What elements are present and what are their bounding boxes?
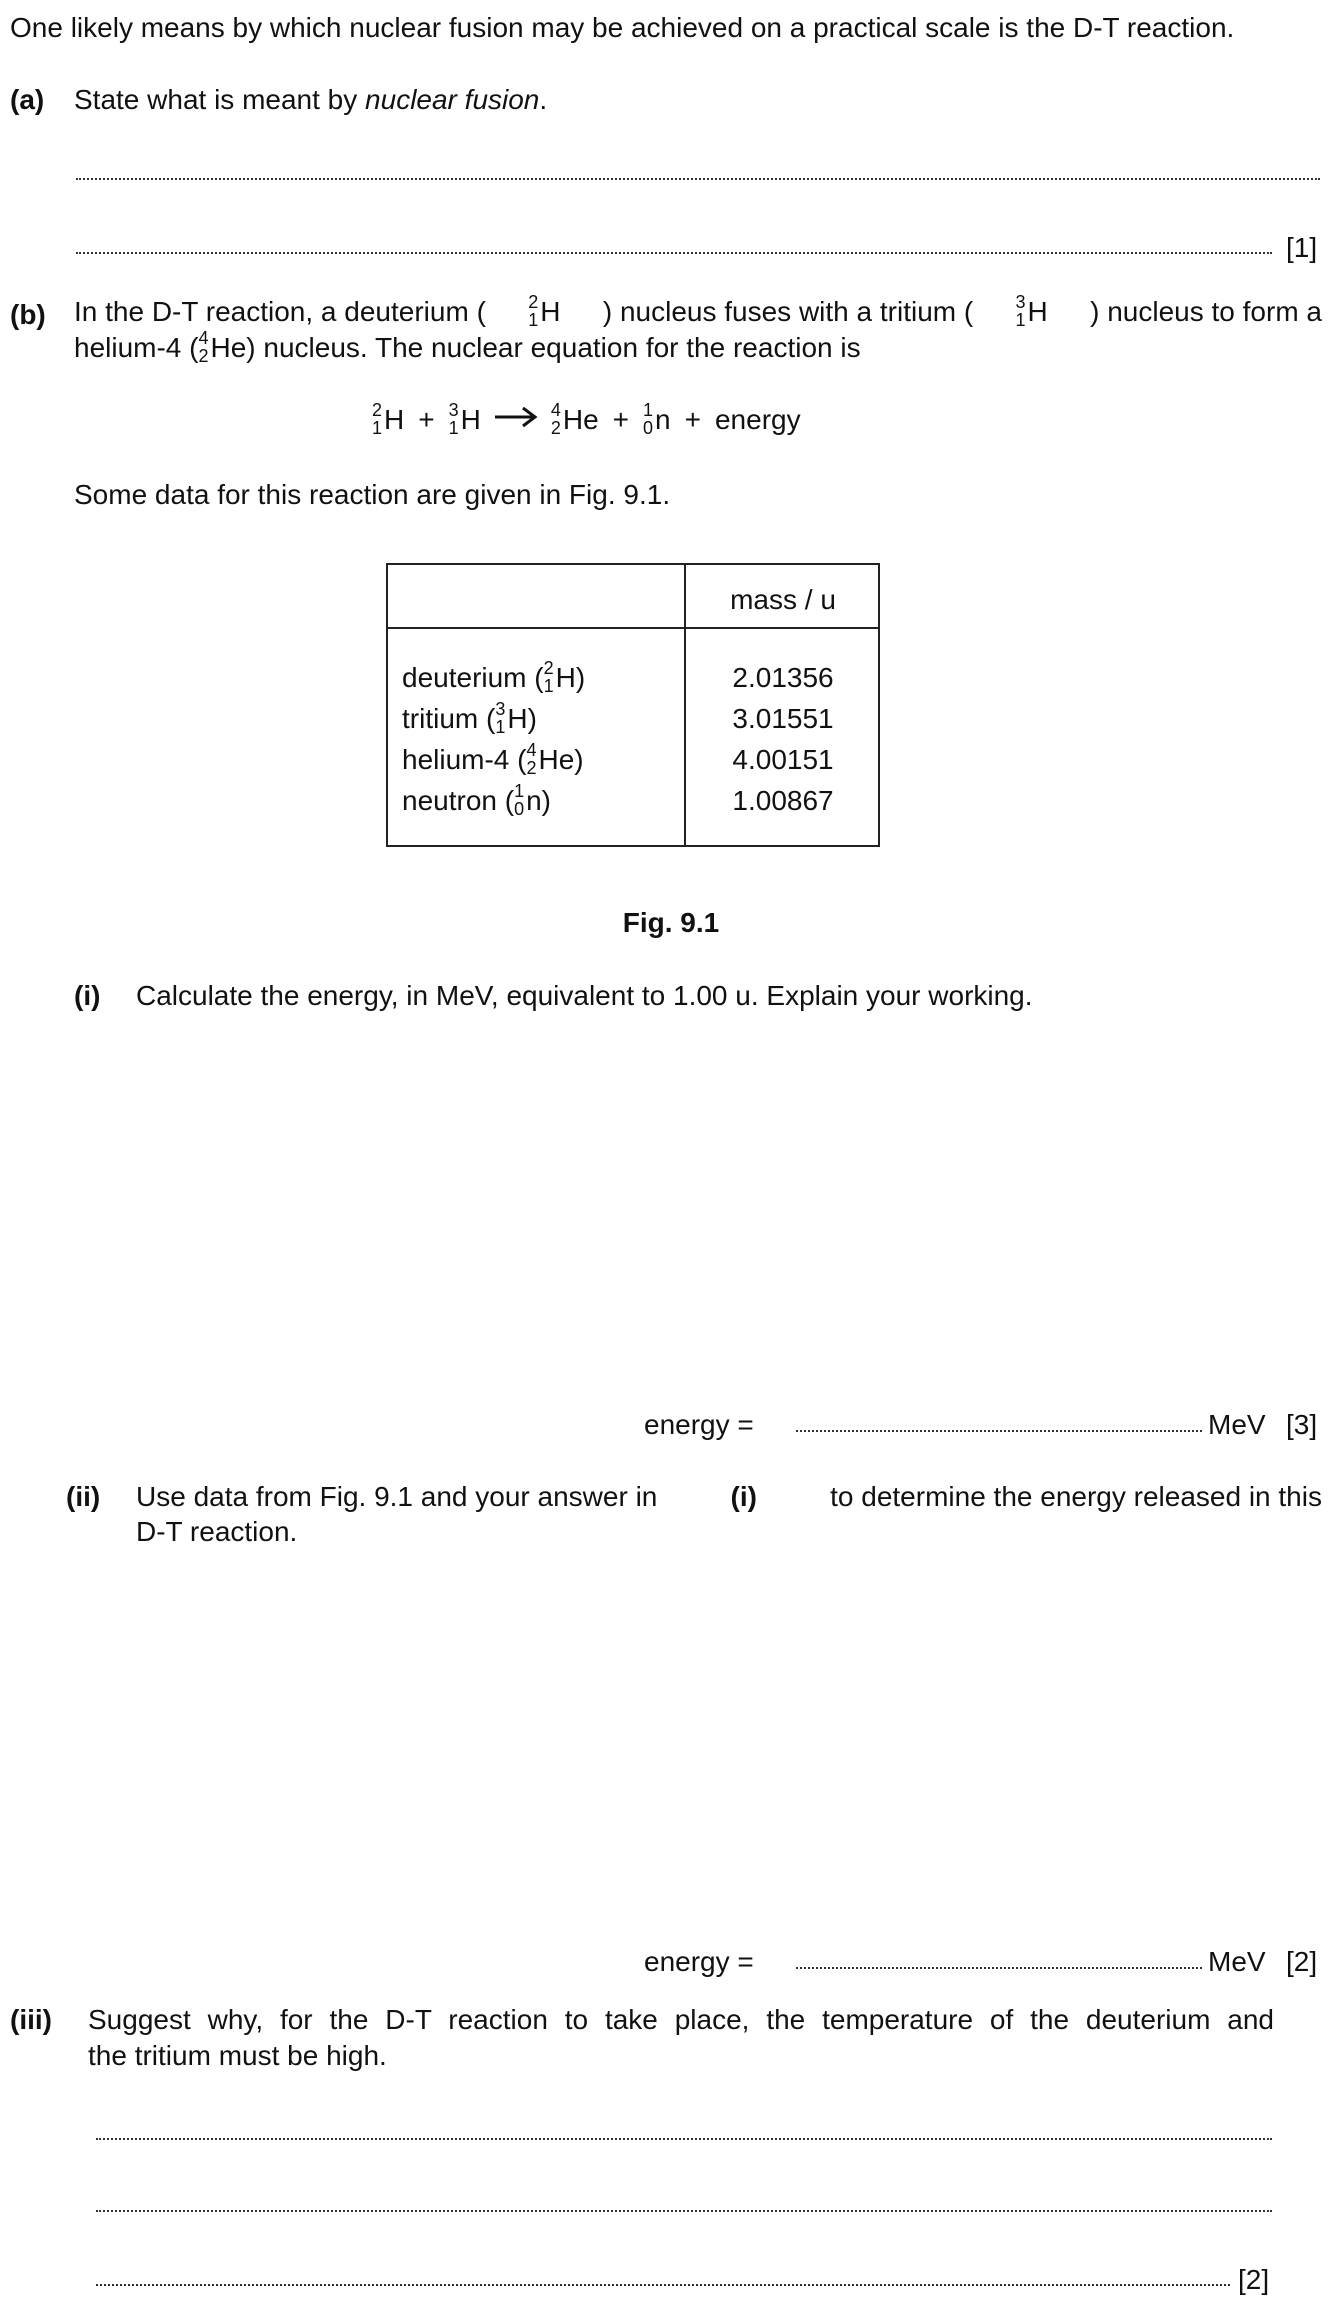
part-a-question bbox=[74, 82, 547, 117]
part-b-text-3: ) nucleus to form a bbox=[1090, 296, 1322, 327]
part-a-answer-line-1[interactable] bbox=[76, 178, 1320, 180]
mass-number: 1 bbox=[643, 400, 654, 421]
part-a-mark: [1] bbox=[1286, 232, 1318, 263]
row-symbol bbox=[514, 783, 542, 817]
part-b-label: (b) bbox=[10, 299, 46, 330]
atomic-number: 1 bbox=[372, 417, 383, 438]
part-i-answer-line[interactable] bbox=[796, 1430, 1202, 1432]
part-iii-label: (iii) bbox=[10, 2004, 52, 2035]
row-close: ) bbox=[575, 662, 586, 693]
part-ii-text-c: to determine the energy released in this bbox=[830, 1481, 1322, 1512]
data-intro: Some data for this reaction are given in Fig. 9.1. bbox=[74, 479, 671, 510]
part-b-text-2: ) nucleus fuses with a tritium ( bbox=[602, 296, 974, 327]
equation-neutron bbox=[643, 402, 671, 436]
atomic-number: 1 bbox=[1015, 309, 1026, 330]
table-row-tritium bbox=[402, 698, 585, 739]
mass-data-table bbox=[386, 563, 880, 847]
table-row-helium bbox=[402, 739, 585, 780]
element-symbol: H bbox=[384, 403, 405, 435]
part-b-text-1: In the D-T reaction, a deuterium ( bbox=[74, 296, 486, 327]
row-close: ) bbox=[527, 703, 537, 734]
element-symbol: He bbox=[210, 331, 247, 363]
part-i-mark: [3] bbox=[1286, 1409, 1318, 1440]
intro-text: One likely means by which nuclear fusion may be achieved on a practical scale is the D-T reaction. bbox=[10, 12, 1235, 43]
table-value: 4.00151 bbox=[732, 744, 834, 775]
element-symbol: H bbox=[1027, 295, 1048, 327]
row-name: tritium ( bbox=[402, 703, 496, 734]
part-i-label: (i) bbox=[74, 980, 101, 1011]
helium-symbol bbox=[198, 330, 246, 364]
part-iii-mark: [2] bbox=[1238, 2264, 1270, 2295]
plus-sign: + bbox=[684, 404, 701, 435]
table-row-deuterium bbox=[402, 657, 585, 698]
row-name: neutron ( bbox=[402, 785, 515, 816]
part-iii-answer-line-2[interactable] bbox=[96, 2210, 1272, 2212]
plus-sign: + bbox=[418, 404, 435, 435]
table-header-mass: mass / u bbox=[730, 584, 836, 615]
atomic-number: 2 bbox=[526, 757, 537, 778]
element-symbol: H bbox=[540, 295, 561, 327]
mass-number: 3 bbox=[1015, 292, 1026, 313]
element-symbol: H bbox=[460, 403, 481, 435]
part-iii-answer-line-3[interactable] bbox=[96, 2284, 1230, 2286]
part-b-text-5: ) nucleus. The nuclear equation for the reaction is bbox=[246, 332, 861, 363]
table-names-column bbox=[402, 657, 585, 821]
element-symbol: n bbox=[526, 784, 542, 816]
part-ii-energy-label: energy = bbox=[644, 1946, 754, 1977]
mass-number: 1 bbox=[514, 781, 525, 802]
part-i-energy-label: energy = bbox=[644, 1409, 754, 1440]
part-ii-text-a: Use data from Fig. 9.1 and your answer in bbox=[136, 1481, 658, 1512]
mass-number: 2 bbox=[528, 292, 539, 313]
table-values-column bbox=[686, 657, 880, 821]
row-close: ) bbox=[574, 744, 584, 775]
mass-number: 4 bbox=[550, 400, 561, 421]
mass-number: 2 bbox=[543, 658, 554, 679]
plus-sign: + bbox=[612, 404, 630, 435]
atomic-number: 1 bbox=[528, 309, 539, 330]
part-ii-mark: [2] bbox=[1286, 1946, 1318, 1977]
deuterium-symbol bbox=[528, 294, 560, 328]
table-value: 3.01551 bbox=[732, 703, 834, 734]
atomic-number: 2 bbox=[198, 345, 209, 366]
atomic-number: 0 bbox=[643, 417, 654, 438]
part-ii-ref: (i) bbox=[730, 1481, 757, 1512]
mass-number: 4 bbox=[526, 740, 537, 761]
part-ii-label: (ii) bbox=[66, 1481, 101, 1512]
element-symbol: H bbox=[507, 702, 528, 734]
part-iii-answer-line-1[interactable] bbox=[96, 2138, 1272, 2140]
row-name: helium-4 ( bbox=[402, 744, 527, 775]
equation-deuterium bbox=[372, 402, 404, 436]
mass-number: 3 bbox=[495, 699, 506, 720]
atomic-number: 1 bbox=[495, 716, 506, 737]
part-i-unit: MeV bbox=[1208, 1409, 1266, 1440]
element-symbol: n bbox=[655, 403, 671, 435]
part-a-label: (a) bbox=[10, 84, 45, 115]
mass-number: 3 bbox=[448, 400, 459, 421]
part-a-term: nuclear fusion bbox=[365, 84, 540, 115]
part-ii-question-line-1 bbox=[136, 1479, 1322, 1514]
figure-caption: Fig. 9.1 bbox=[622, 907, 720, 938]
atomic-number: 2 bbox=[550, 417, 561, 438]
row-symbol bbox=[526, 742, 574, 776]
row-symbol bbox=[495, 701, 527, 735]
element-symbol: H bbox=[555, 661, 576, 693]
mass-number: 2 bbox=[372, 400, 383, 421]
row-symbol bbox=[544, 660, 576, 694]
part-ii-question-line-2: D-T reaction. bbox=[136, 1516, 298, 1547]
table-value: 2.01356 bbox=[732, 662, 834, 693]
part-b-text-4: helium-4 ( bbox=[74, 332, 199, 363]
nuclear-equation bbox=[372, 402, 801, 437]
atomic-number: 1 bbox=[543, 675, 554, 696]
part-a-period: . bbox=[539, 84, 548, 115]
part-b-line-1 bbox=[74, 294, 1322, 329]
equation-energy: energy bbox=[714, 404, 801, 435]
reaction-arrow-icon bbox=[493, 402, 539, 437]
part-iii-question-line-1: Suggest why, for the D-T reaction to take place, the temperature of the deuterium and bbox=[88, 2004, 1274, 2035]
part-a-text: State what is meant by bbox=[74, 84, 366, 115]
table-header-divider bbox=[388, 627, 878, 629]
atomic-number: 1 bbox=[448, 417, 459, 438]
row-close: ) bbox=[541, 785, 551, 816]
row-name: deuterium ( bbox=[402, 662, 544, 693]
element-symbol: He bbox=[538, 743, 575, 775]
equation-helium bbox=[551, 402, 599, 436]
mass-number: 4 bbox=[198, 328, 209, 349]
table-value: 1.00867 bbox=[732, 785, 834, 816]
part-b-line-2 bbox=[74, 330, 861, 365]
part-ii-unit: MeV bbox=[1208, 1946, 1266, 1977]
element-symbol: He bbox=[562, 403, 599, 435]
part-i-question: Calculate the energy, in MeV, equivalent to 1.00 u. Explain your working. bbox=[136, 980, 1033, 1011]
tritium-symbol bbox=[1016, 294, 1048, 328]
part-iii-question-line-2: the tritium must be high. bbox=[88, 2040, 387, 2071]
equation-tritium bbox=[449, 402, 481, 436]
part-a-answer-line-2[interactable] bbox=[76, 252, 1272, 254]
table-row-neutron bbox=[402, 780, 585, 821]
atomic-number: 0 bbox=[514, 798, 525, 819]
part-ii-answer-line[interactable] bbox=[796, 1967, 1202, 1969]
